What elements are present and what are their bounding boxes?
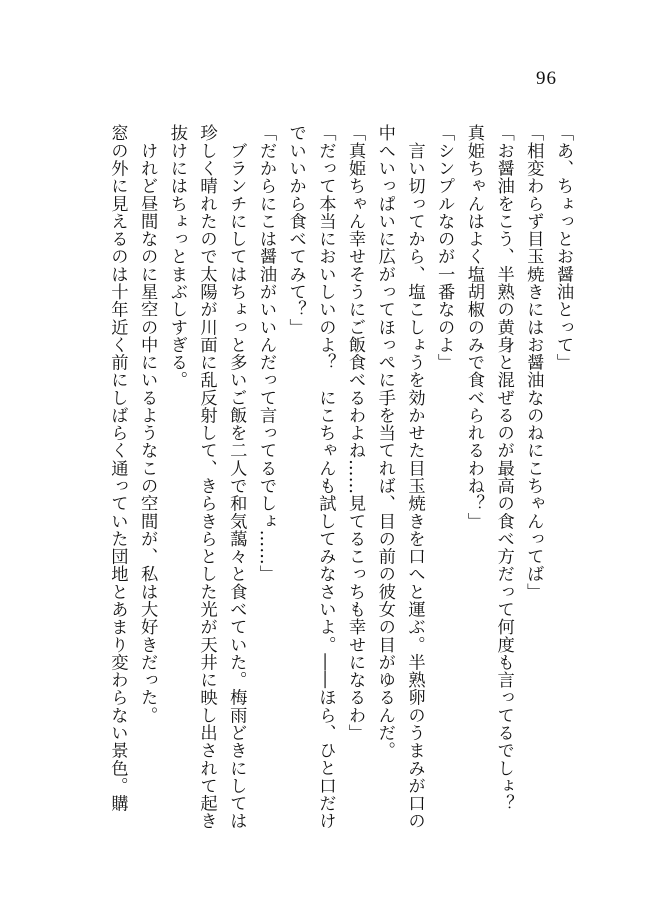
text-line: 「シンプルなのが一番なのよ」	[434, 124, 455, 371]
text-line: ブランチにしてはちょっと多いご飯を二人で和気藹々と食べていた。梅雨どきにしては	[226, 124, 247, 830]
text-line: 言い切ってから、塩こしょうを効かせた目玉焼きを口へと運ぶ。半熟卵のうまみが口の	[404, 124, 425, 830]
text-line: 「真姫ちゃん幸せそうにご飯食べるわよね……見てるこっちも幸せになるわ」	[345, 124, 366, 742]
text-line: けれど昼間なのに星空の中にいるようなこの空間が、私は大好きだった。	[137, 124, 158, 724]
text-line: 中へいっぱいに広がってほっぺに手を当てれば、目の前の彼女の目がゆるんだ。	[374, 124, 395, 760]
text-line: 抜けにはちょっとまぶしすぎる。	[166, 124, 187, 389]
text-line: 「あ、ちょっとお醤油とって」	[553, 124, 573, 371]
text-line: 「だからにこは醤油がいいんだって言ってるでしょ……」	[255, 124, 276, 583]
text-line: 真姫ちゃんはよく塩胡椒のみで食べられるわね？」	[463, 124, 484, 530]
text-line: 「相変わらず目玉焼きにはお醤油なのねにこちゃんってば」	[523, 124, 544, 601]
vertical-text-body	[102, 124, 577, 830]
text-line: 窓の外に見えるのは十年近く前にしばらく通っていた団地とあまり変わらない景色。購	[107, 124, 128, 812]
text-line: でいいから食べてみて？」	[285, 124, 306, 336]
page-number: 96	[536, 68, 557, 89]
text-line: 「お醤油をこう、半熟の黄身と混ぜるのが最高の食べ方だって何度も言ってるでしょ？	[493, 124, 514, 812]
text-line: 「だって本当においしいのよ？ にこちゃんも試してみなさいよ。――ほら、ひと口だけ	[315, 124, 336, 830]
text-line: 珍しく晴れたので太陽が川面に乱反射して、きらきらとした光が天井に映し出されて起き	[196, 124, 217, 830]
